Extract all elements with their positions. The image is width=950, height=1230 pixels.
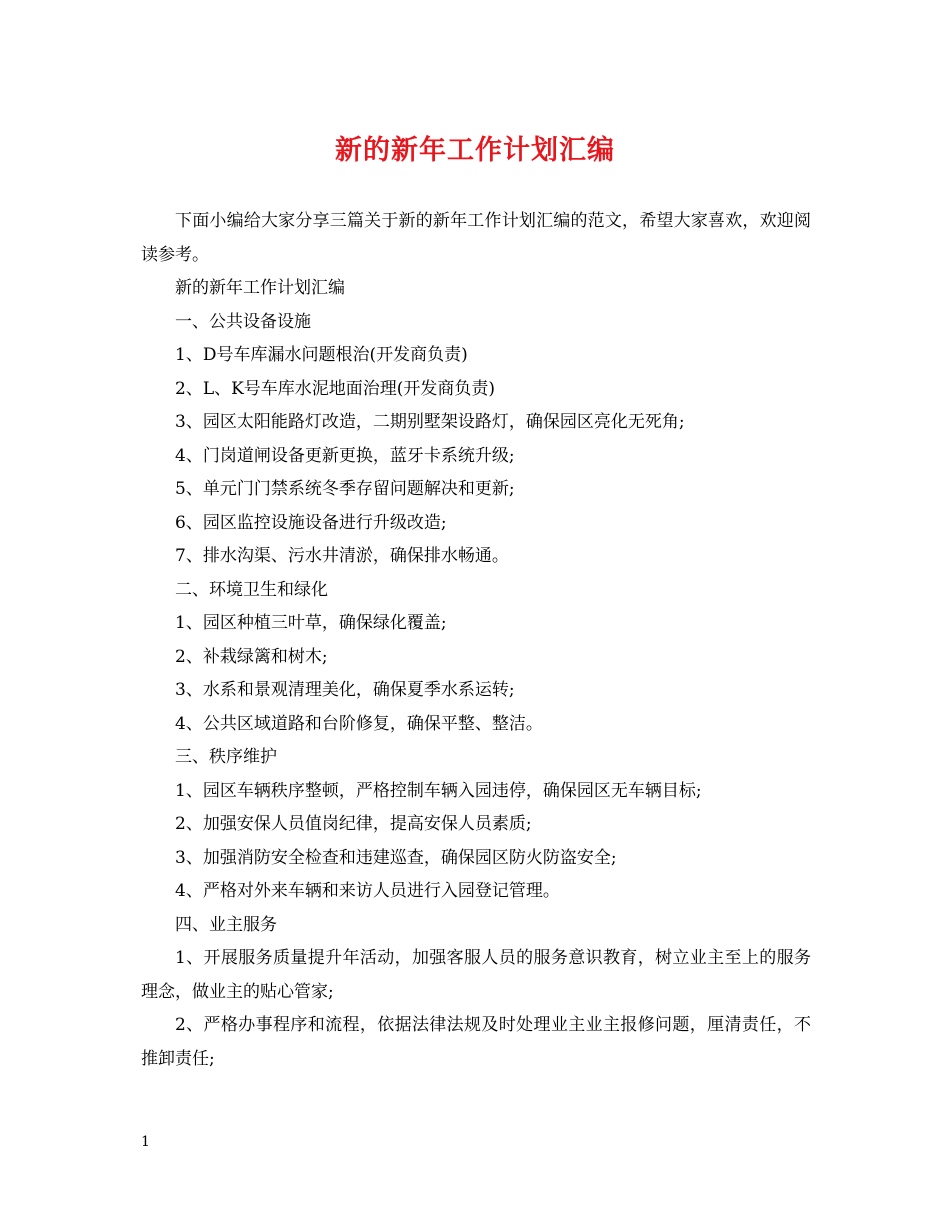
document-body: [141, 205, 811, 1076]
section-heading: 四、业主服务: [175, 914, 277, 935]
paragraph: 下面小编给大家分享三篇关于新的新年工作计划汇编的范文，希望大家喜欢，欢迎阅读参考。: [141, 211, 811, 265]
section-heading: 三、秩序维护: [175, 747, 277, 767]
list-item: 5、单元门门禁系统冬季存留问题解决和更新;: [175, 479, 515, 499]
list-item: 7、排水沟渠、污水井清淤，确保排水畅通。: [175, 546, 509, 566]
list-item: 2、加强安保人员值岗纪律，提高安保人员素质;: [175, 814, 532, 834]
list-item: 4、严格对外来车辆和来访人员进行入园登记管理。: [175, 881, 560, 901]
list-item: 3、加强消防安全检查和违建巡查，确保园区防火防盗安全;: [175, 847, 617, 868]
list-item: 1、D号车库漏水问题根治(开发商负责): [175, 345, 468, 365]
paragraph: 新的新年工作计划汇编: [175, 278, 345, 298]
list-item: 6、园区监控设施设备进行升级改造;: [175, 512, 447, 533]
list-item: 3、园区太阳能路灯改造，二期别墅架设路灯，确保园区亮化无死角;: [175, 412, 685, 432]
list-item: 2、严格办事程序和流程，依据法律法规及时处理业主业主报修问题，厘清责任，不推卸责任;: [141, 1015, 811, 1069]
list-item: 2、L、K号车库水泥地面治理(开发商负责): [175, 378, 496, 399]
section-heading: 二、环境卫生和绿化: [175, 579, 328, 600]
list-item: 2、补栽绿篱和树木;: [175, 646, 328, 667]
document-title: 新的新年工作计划汇编: [335, 135, 615, 166]
list-item: 1、园区车辆秩序整顿，严格控制车辆入园违停，确保园区无车辆目标;: [175, 780, 702, 801]
page-number: 1: [141, 1134, 150, 1150]
list-item: 4、门岗道闸设备更新更换，蓝牙卡系统升级;: [175, 445, 515, 466]
list-item: 1、开展服务质量提升年活动，加强客服人员的服务意识教育，树立业主至上的服务理念，做业主的贴心管家;: [141, 948, 811, 1002]
section-heading: 一、公共设备设施: [175, 311, 311, 332]
list-item: 4、公共区域道路和台阶修复，确保平整、整洁。: [175, 713, 543, 734]
list-item: 3、水系和景观清理美化，确保夏季水系运转;: [175, 680, 515, 700]
list-item: 1、园区种植三叶草，确保绿化覆盖;: [175, 613, 447, 633]
